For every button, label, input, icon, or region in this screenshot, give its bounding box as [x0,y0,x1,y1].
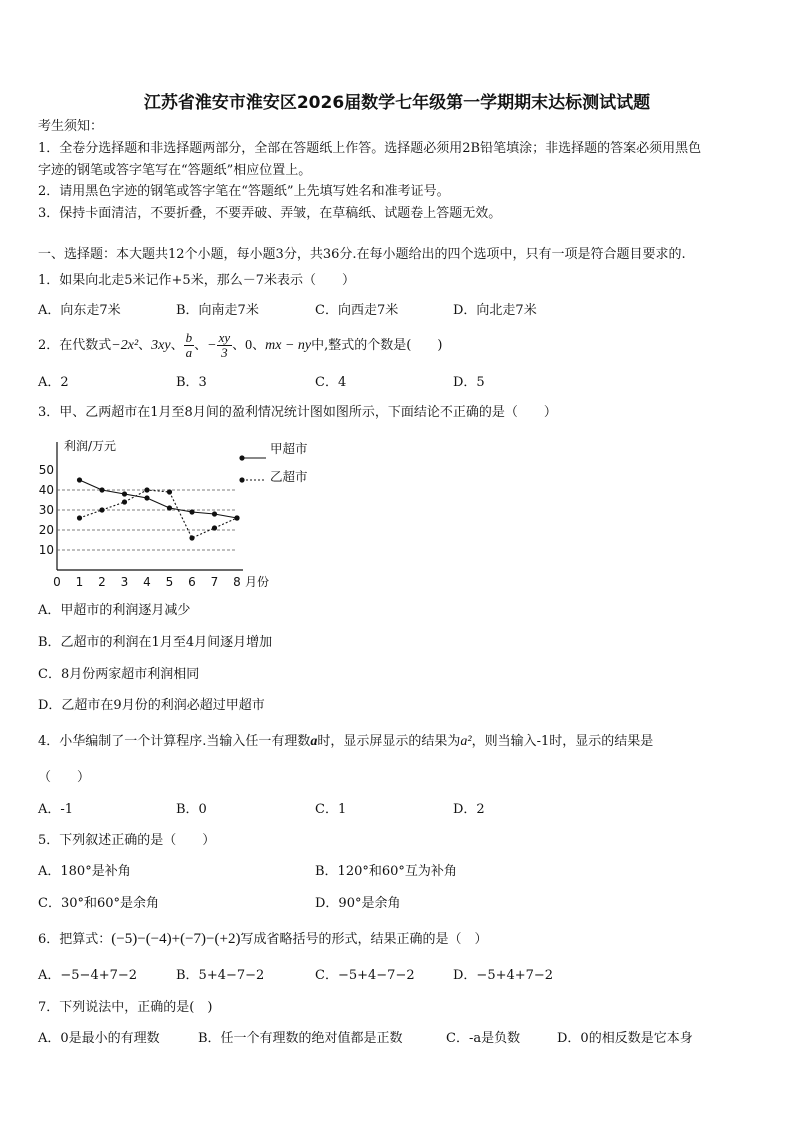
series-2-point [122,499,127,504]
series-2-point [167,489,172,494]
q7-option-b: B．任一个有理数的绝对值都是正数 [198,1031,403,1046]
notice-heading: 考生须知： [38,119,104,134]
series-2-point [189,535,194,540]
q2-neg: − [207,338,217,353]
x-tick-label: 6 [188,575,196,589]
q4-var: a [310,734,318,749]
notice-line-3: 2．请用黑色字迹的钢笔或答字笔在“答题纸”上先填写姓名和准考证号。 [38,184,450,199]
q2-option-b: B．3 [176,375,207,390]
q7-option-c: C．-a是负数 [446,1031,521,1046]
q2-sep-2: 、 [170,338,184,353]
q5-stem: 5．下列叙述正确的是（ ） [38,833,216,848]
legend-label-1: 甲超市 [270,441,308,456]
y-tick-label: 40 [38,483,54,497]
x-tick-label: 3 [120,575,129,589]
q2-option-d: D．5 [453,375,485,390]
q4-stem [38,733,653,751]
q2-prefix: 2．在代数式 [38,338,112,353]
q2-expr-2: 3xy [151,338,171,353]
q2-frac2-den: 3 [221,345,228,360]
series-1-point [144,495,149,500]
q6-option-b: B．5+4−7−2 [176,968,265,983]
q3-option-c: C．8月份两家超市利润相同 [38,667,200,682]
q4-option-b: B．0 [176,802,207,817]
y-tick-label: 30 [38,503,54,517]
y-tick-label: 20 [38,523,54,537]
q4-result: a² [460,734,472,749]
profit-line-chart [30,432,340,592]
series-2-point [234,515,239,520]
series-1-point [189,509,194,514]
q3-option-a: A．甲超市的利润逐月减少 [38,603,191,618]
q6-option-d: D．−5+4+7−2 [453,968,554,983]
q2-stem [38,330,442,362]
q4-option-c: C．1 [315,802,347,817]
series-1-point [167,505,172,510]
series-1-point [99,487,104,492]
q6-stem [38,930,487,949]
x-tick-label: 2 [98,575,106,589]
q2-fraction-2 [217,331,233,360]
notice-line-4: 3．保持卡面清洁，不要折叠，不要弄破、弄皱，在草稿纸、试题卷上答题无效。 [38,206,502,221]
q6-option-c: C．−5+4−7−2 [315,968,415,983]
y-axis-label: 利润/万元 [64,439,117,453]
q2-sep-4: 、 [232,338,246,353]
q6-prefix: 6．把算式： [38,932,112,947]
series-1-point [212,511,217,516]
q2-fraction-1 [184,331,195,360]
q2-frac1-num: b [185,330,193,345]
series-2-point [99,507,104,512]
x-axis-label: 月份 [245,575,270,589]
q1-option-c: C．向西走7米 [315,303,399,318]
q2-suffix: 中,整式的个数是( ) [311,338,443,353]
q2-zero: 0 [245,338,253,353]
page-title: 江苏省淮安市淮安区2026届数学七年级第一学期期末达标测试试题 [143,93,651,113]
q6-option-a: A．−5−4+7−2 [38,968,138,983]
q1-option-a: A．向东走7米 [38,303,121,318]
x-tick-label: 5 [165,575,174,589]
q7-option-d: D．0的相反数是它本身 [557,1031,693,1046]
q4-option-a: A．-1 [38,802,74,817]
notice-line-1: 1．全卷分选择题和非选择题两部分，全部在答题纸上作答。选择题必须用2B铅笔填涂；非选择题的答案必须用黑色 [38,141,702,156]
q2-expr-3: mx − ny [265,338,312,353]
q2-option-a: A．2 [38,375,69,390]
q2-sep-5: 、 [252,338,266,353]
q1-stem: 1．如果向北走5米记作+5米，那么－7米表示（ ） [38,273,355,288]
series-2-point [144,487,149,492]
x-tick-label: 7 [210,575,219,589]
q7-stem: 7．下列说法中，正确的是( ) [38,1000,213,1015]
q1-option-b: B．向南走7米 [176,303,259,318]
q4-paren: （ ） [38,770,91,785]
q4-option-d: D．2 [453,802,485,817]
legend-label-2: 乙超市 [270,469,308,484]
y-tick-label: 10 [38,543,54,557]
q5-option-b: B．120°和60°互为补角 [315,864,457,879]
series-1-point [122,491,127,496]
q2-sep-3: 、 [194,338,208,353]
q2-expr-1: −2x² [111,338,139,353]
section-heading: 一、选择题：本大题共12个小题，每小题3分，共36分.在每小题给出的四个选项中，只有一项是符合题目要求的. [38,247,686,262]
q2-frac2-num: xy [218,330,231,345]
q2-sep-1: 、 [138,338,152,353]
q7-option-a: A．0是最小的有理数 [38,1031,160,1046]
q2-option-c: C．4 [315,375,347,390]
q6-expr: (−5)−(−4)+(−7)−(+2) [111,931,241,947]
x-tick-label: 8 [233,575,241,589]
x-tick-label: 1 [75,575,84,589]
q3-option-d: D．乙超市在9月份的利润必超过甲超市 [38,698,265,713]
q5-option-d: D．90°是余角 [315,896,401,911]
q4-stem-a: 4．小华编制了一个计算程序.当输入任一有理数 [38,734,311,749]
q5-option-a: A．180°是补角 [38,864,131,879]
q5-option-c: C．30°和60°是余角 [38,896,160,911]
y-tick-label: 50 [38,463,54,477]
x-tick-label: 4 [143,575,151,589]
q3-option-b: B．乙超市的利润在1月至4月间逐月增加 [38,635,273,650]
series-2-point [212,525,217,530]
q6-suffix: 写成省略括号的形式，结果正确的是（ ） [240,932,488,947]
x-tick-label: 0 [53,575,61,589]
q3-stem: 3．甲、乙两超市在1月至8月间的盈利情况统计图如图所示，下面结论不正确的是（ ） [38,405,557,420]
series-2-point [77,515,82,520]
series-1-point [77,477,82,482]
q4-stem-b: 时，显示屏显示的结果为 [317,734,461,749]
q1-option-d: D．向北走7米 [453,303,537,318]
q2-frac1-den: a [185,345,193,360]
notice-line-2: 字迹的钢笔或答字笔写在“答题纸”相应位置上。 [38,163,312,178]
q4-stem-c: ，则当输入-1时，显示的结果是 [471,734,654,749]
